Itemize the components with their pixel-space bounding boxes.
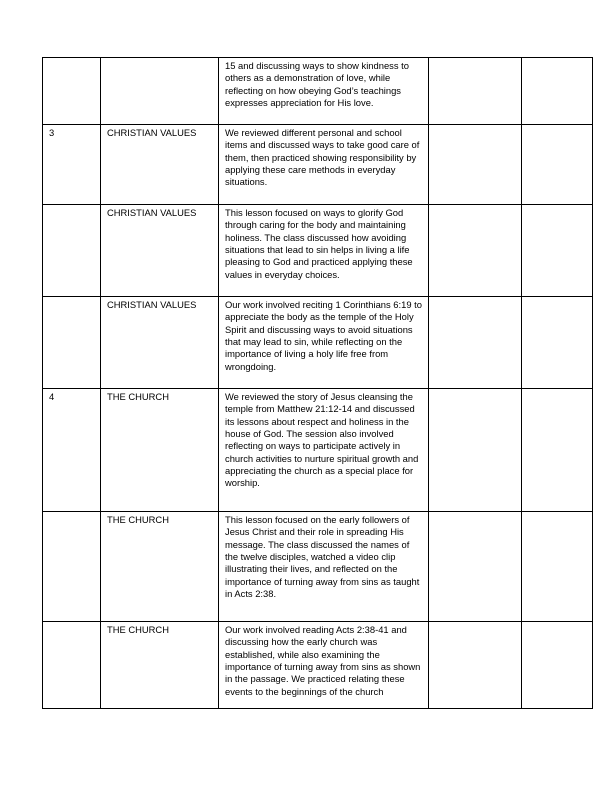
strand-cell: CHRISTIAN VALUES [101, 125, 219, 205]
empty-cell [522, 389, 593, 512]
week-cell: 4 [43, 389, 101, 512]
description-cell: This lesson focused on the early followers of Jesus Christ and their role in spreading His message. The class discussed the names of the twelve disciples, watched a video clip illustrating their lives, and reflected on the importance of turning away from sins as taught in Acts 2:38. [219, 512, 429, 622]
week-cell [43, 512, 101, 622]
empty-cell [429, 205, 522, 297]
empty-cell [522, 205, 593, 297]
empty-cell [429, 297, 522, 389]
lesson-log-body [43, 58, 593, 709]
table-row [43, 205, 593, 297]
description-cell: Our work involved reading Acts 2:38-41 and discussing how the early church was established, while also examining the importance of turning away from sins as shown in the passage. We practiced relating these events to the beginnings of the church [219, 622, 429, 709]
description-cell: Our work involved reciting 1 Corinthians 6:19 to appreciate the body as the temple of the Holy Spirit and discussing ways to avoid situations that may lead to sin, while reflecting on the importance of living a holy life free from wrongdoing. [219, 297, 429, 389]
strand-cell: CHRISTIAN VALUES [101, 205, 219, 297]
empty-cell [429, 389, 522, 512]
strand-cell: THE CHURCH [101, 622, 219, 709]
empty-cell [429, 622, 522, 709]
lesson-log-table [42, 57, 593, 709]
table-row [43, 297, 593, 389]
empty-cell [522, 58, 593, 125]
strand-cell [101, 58, 219, 125]
description-cell: This lesson focused on ways to glorify God through caring for the body and maintaining holiness. The class discussed how avoiding situations that lead to sin helps in living a life pleasing to God and practiced applying these values in everyday choices. [219, 205, 429, 297]
empty-cell [429, 512, 522, 622]
strand-cell: CHRISTIAN VALUES [101, 297, 219, 389]
table-row [43, 58, 593, 125]
table-row [43, 125, 593, 205]
week-cell [43, 58, 101, 125]
table-row [43, 622, 593, 709]
strand-cell: THE CHURCH [101, 512, 219, 622]
description-cell: 15 and discussing ways to show kindness to others as a demonstration of love, while reflecting on how obeying God’s teachings expresses appreciation for His love. [219, 58, 429, 125]
week-cell [43, 205, 101, 297]
strand-cell: THE CHURCH [101, 389, 219, 512]
empty-cell [522, 125, 593, 205]
empty-cell [522, 622, 593, 709]
empty-cell [522, 297, 593, 389]
description-cell: We reviewed different personal and school items and discussed ways to take good care of them, then practiced showing responsibility by applying these care methods in everyday situations. [219, 125, 429, 205]
empty-cell [429, 58, 522, 125]
week-cell [43, 297, 101, 389]
description-cell: We reviewed the story of Jesus cleansing the temple from Matthew 21:12-14 and discussed its lessons about respect and holiness in the house of God. The session also involved reflecting on ways to participate actively in church activities to nurture spiritual growth and appreciating the church as a special place for worship. [219, 389, 429, 512]
empty-cell [429, 125, 522, 205]
empty-cell [522, 512, 593, 622]
week-cell: 3 [43, 125, 101, 205]
table-row [43, 512, 593, 622]
table-row [43, 389, 593, 512]
week-cell [43, 622, 101, 709]
